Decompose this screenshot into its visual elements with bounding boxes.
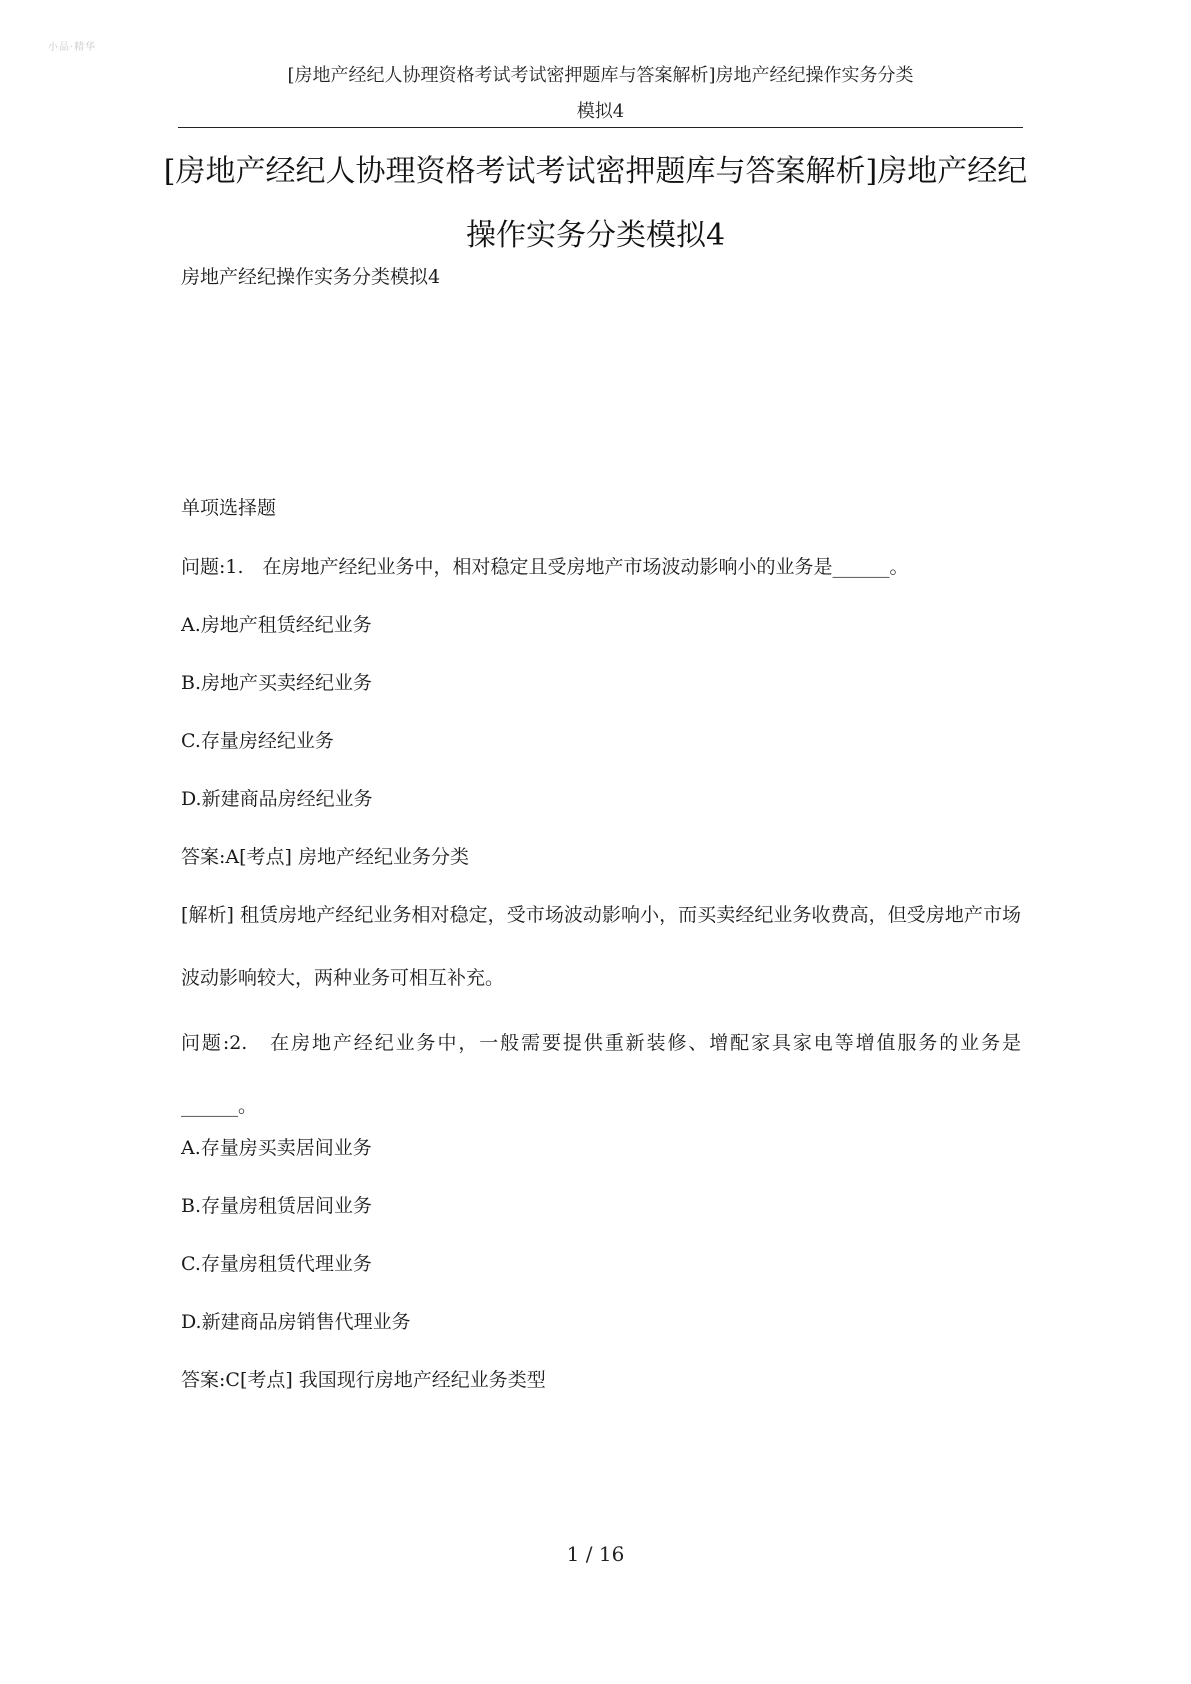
page-number: 1 / 16 bbox=[566, 1542, 625, 1566]
question-1-option-a: A.房地产租赁经纪业务 bbox=[181, 614, 372, 636]
section-heading: 单项选择题 bbox=[181, 497, 277, 519]
document-title-line-1: [房地产经纪人协理资格考试考试密押题库与答案解析]房地产经纪 bbox=[163, 154, 1028, 189]
question-2-option-c: C.存量房租赁代理业务 bbox=[181, 1253, 372, 1275]
question-2-option-b: B.存量房租赁居间业务 bbox=[181, 1195, 373, 1217]
document-title bbox=[150, 140, 1041, 268]
question-1-analysis: [解析] 租赁房地产经纪业务相对稳定，受市场波动影响小，而买卖经纪业务收费高，但受房地产市场波动影响较大，两种业务可相互补充。 bbox=[181, 904, 1021, 989]
question-1-stem: 问题:1. 在房地产经纪业务中，相对稳定且受房地产市场波动影响小的业务是______。 bbox=[181, 556, 909, 578]
running-header-line-1: [房地产经纪人协理资格考试考试密押题库与答案解析]房地产经纪操作实务分类 bbox=[287, 65, 914, 86]
document-subtitle: 房地产经纪操作实务分类模拟4 bbox=[181, 266, 441, 288]
question-1-option-b: B.房地产买卖经纪业务 bbox=[181, 672, 373, 694]
question-2-answer: 答案:C[考点] 我国现行房地产经纪业务类型 bbox=[181, 1369, 546, 1391]
header-divider bbox=[178, 127, 1023, 128]
question-1-option-c: C.存量房经纪业务 bbox=[181, 730, 334, 752]
question-2-option-d: D.新建商品房销售代理业务 bbox=[181, 1311, 411, 1333]
document-title-line-2: 操作实务分类模拟4 bbox=[465, 218, 726, 253]
corner-watermark: 小品·精华 bbox=[48, 42, 97, 53]
question-1-option-d: D.新建商品房经纪业务 bbox=[181, 788, 373, 810]
question-2-stem: 问题:2. 在房地产经纪业务中，一般需要提供重新装修、增配家具家电等增值服务的业务是______。 bbox=[181, 1032, 1021, 1117]
question-2-option-a: A.存量房买卖居间业务 bbox=[181, 1137, 372, 1159]
question-1-answer: 答案:A[考点] 房地产经纪业务分类 bbox=[181, 846, 469, 868]
running-header bbox=[178, 58, 1023, 130]
running-header-line-2: 模拟4 bbox=[576, 101, 625, 122]
